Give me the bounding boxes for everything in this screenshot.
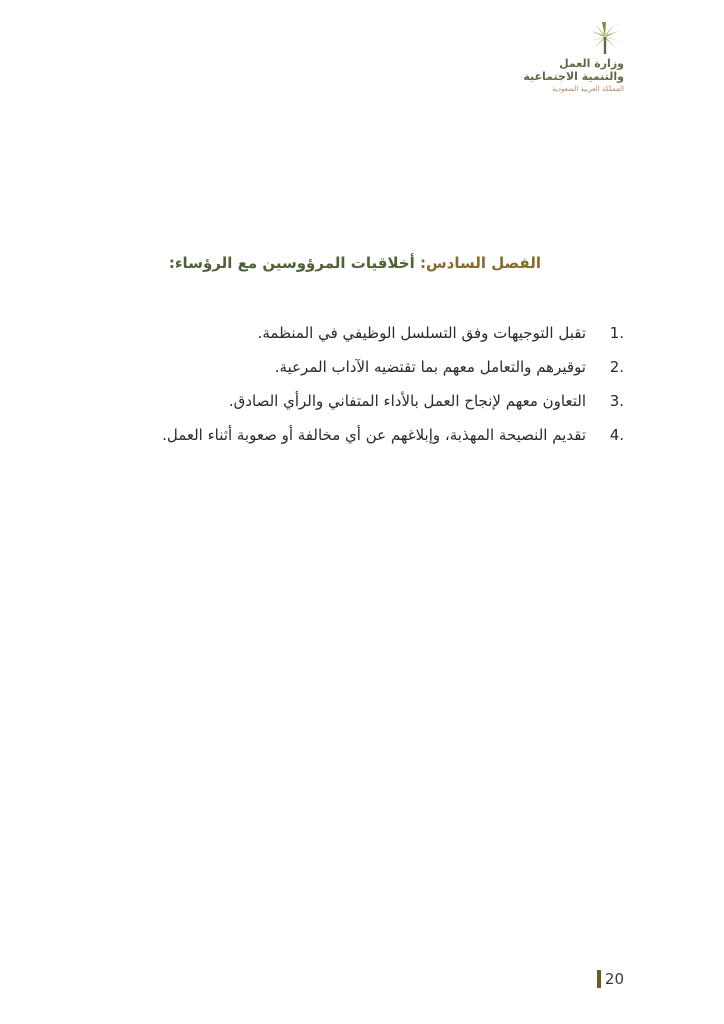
- list-item: [104, 350, 624, 384]
- logo-text: [523, 58, 624, 93]
- logo-ministry-name-2: والتنمية الاجتماعية: [523, 69, 624, 83]
- logo-country-name: المملكة العربية السعودية: [552, 85, 624, 94]
- list-item: [104, 316, 624, 350]
- list-item: [104, 384, 624, 418]
- list-item: [104, 418, 624, 452]
- palm-tree-icon: [588, 22, 622, 56]
- list-item-number: 3.: [609, 392, 624, 410]
- list-item-text: تقديم النصيحة المهذبة، وإبلاغهم عن أي مخالفة أو صعوبة أثناء العمل.: [162, 426, 586, 444]
- page-marker-bar: [597, 970, 601, 988]
- list-item-text: تقبل التوجيهات وفق التسلسل الوظيفي في المنظمة.: [257, 324, 586, 342]
- page-footer: [597, 970, 624, 988]
- list-item-number: 1.: [609, 324, 624, 342]
- ministry-logo: [484, 22, 624, 102]
- list-item-text: توقيرهم والتعامل معهم بما تقتضيه الآداب المرعية.: [274, 358, 586, 376]
- list-item-text: التعاون معهم لإنجاح العمل بالأداء المتفاني والرأي الصادق.: [228, 392, 586, 410]
- chapter-heading: [169, 254, 541, 272]
- logo-ministry-name: وزارة العمل: [559, 57, 624, 70]
- chapter-heading-lead: الفصل السادس:: [419, 254, 541, 272]
- list-item-number: 2.: [609, 358, 624, 376]
- list-item-number: 4.: [609, 426, 624, 444]
- ethics-list: [104, 316, 624, 452]
- chapter-heading-title: أخلاقيات المرؤوسين مع الرؤساء:: [168, 254, 420, 272]
- page-number: 20: [604, 970, 624, 988]
